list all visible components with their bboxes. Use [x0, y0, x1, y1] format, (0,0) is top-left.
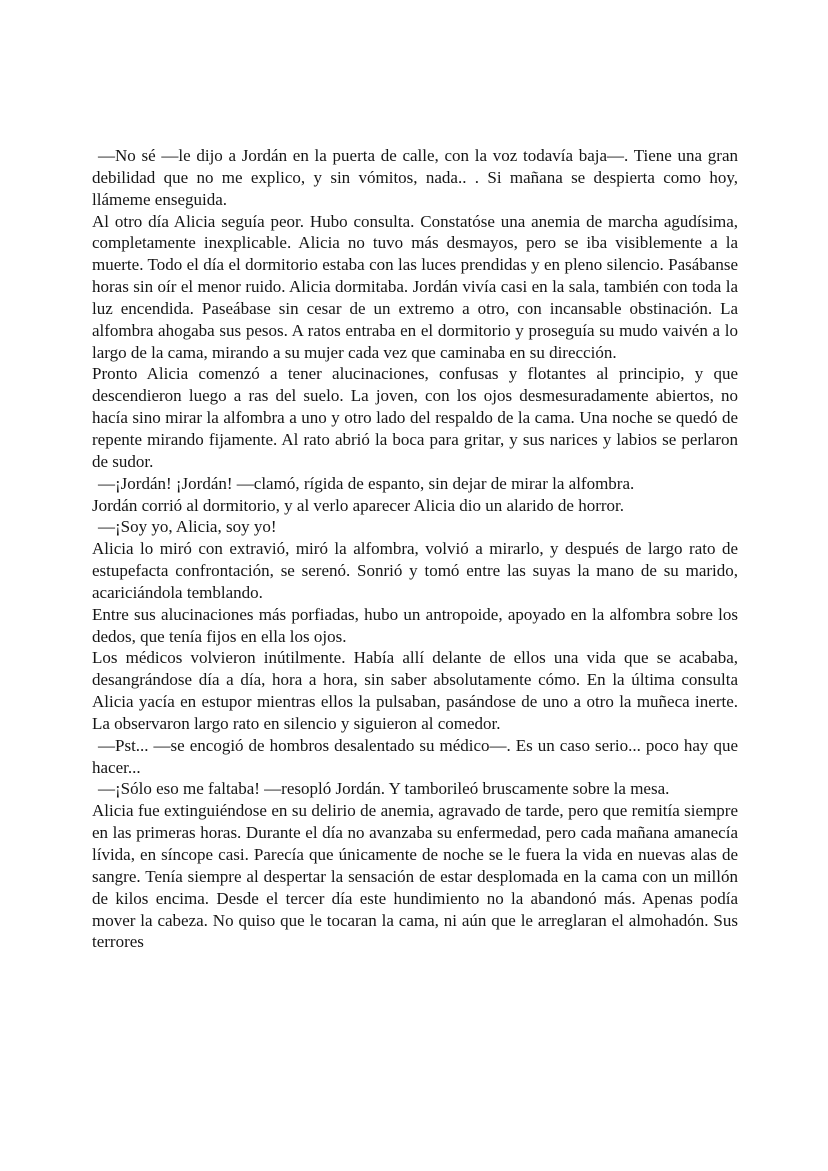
paragraph: Alicia fue extinguiéndose en su delirio de anemia, agravado de tarde, pero que remitía siempre en las primeras horas. Durante el día no avanzaba su enfermedad, pero cada mañana amanecía lívida, en síncope casi. Parecía que únicamente de noche se le fuera la vida en nuevas alas de sangre. Tenía siempre al despertar la sensación de estar desplomada en la cama con un millón de kilos encima. Desde el tercer día este hundimiento no la abandonó más. Apenas podía mover la cabeza. No quiso que le tocaran la cama, ni aún que le arreglaran el almohadón. Sus terrores — [92, 801, 738, 952]
paragraph: Al otro día Alicia seguía peor. Hubo consulta. Constatóse una anemia de marcha agudísima, completamente inexplicable. Alicia no tuvo más desmayos, pero se iba visiblemente a la muerte. Todo el día el dormitorio estaba con las luces prendidas y en pleno silencio. Pasábanse horas sin oír el menor ruido. Alicia dormitaba. Jordán vivía casi en la sala, también con toda la luz encendida. Paseábase sin cesar de un extremo a otro, con incansable obstinación. La alfombra ahogaba sus pesos. A ratos entraba en el dormitorio y proseguía su mudo vaivén a lo largo de la cama, mirando a su mujer cada vez que caminaba en su dirección. — [92, 211, 738, 362]
paragraph: Alicia lo miró con extravió, miró la alfombra, volvió a mirarlo, y después de largo rato de estupefacta confrontación, se serenó. Sonrió y tomó entre las suyas la mano de su marido, acariciándola temblando. — [92, 539, 738, 602]
paragraph: Pronto Alicia comenzó a tener alucinaciones, confusas y flotantes al principio, y que descendieron luego a ras del suelo. La joven, con los ojos desmesuradamente abiertos, no hacía sino mirar la alfombra a uno y otro lado del respaldo de la cama. Una noche se quedó de repente mirando fijamente. Al rato abrió la boca para gritar, y sus narices y labios se perlaron de sudor. — [92, 364, 738, 471]
paragraph: —¡Jordán! ¡Jordán! —clamó, rígida de espanto, sin dejar de mirar la alfombra. — [98, 473, 635, 493]
paragraph: Los médicos volvieron inútilmente. Había allí delante de ellos una vida que se acababa, desangrándose día a día, hora a hora, sin saber absolutamente cómo. En la última consulta Alicia yacía en estupor mientras ellos la pulsaban, pasándose de uno a otro la muñeca inerte. La observaron largo rato en silencio y siguieron al comedor. — [92, 648, 738, 733]
text-block — [92, 145, 738, 953]
paragraph: —¡Sólo eso me faltaba! —resopló Jordán. Y tamborileó bruscamente sobre la mesa. — [98, 779, 670, 799]
paragraph: Entre sus alucinaciones más porfiadas, hubo un antropoide, apoyado en la alfombra sobre los dedos, que tenía fijos en ella los ojos. — [92, 604, 738, 646]
paragraph: —Pst... —se encogió de hombros desalentado su médico—. Es un caso serio... poco hay que hacer... — [92, 735, 738, 777]
paragraph: Jordán corrió al dormitorio, y al verlo aparecer Alicia dio un alarido de horror. — [92, 495, 625, 515]
paragraph: —¡Soy yo, Alicia, soy yo! — [98, 517, 277, 537]
paragraph: —No sé —le dijo a Jordán en la puerta de calle, con la voz todavía baja—. Tiene una gran debilidad que no me explico, y sin vómitos, nada.. . Si mañana se despierta como hoy, llámeme enseguida. — [92, 146, 738, 209]
